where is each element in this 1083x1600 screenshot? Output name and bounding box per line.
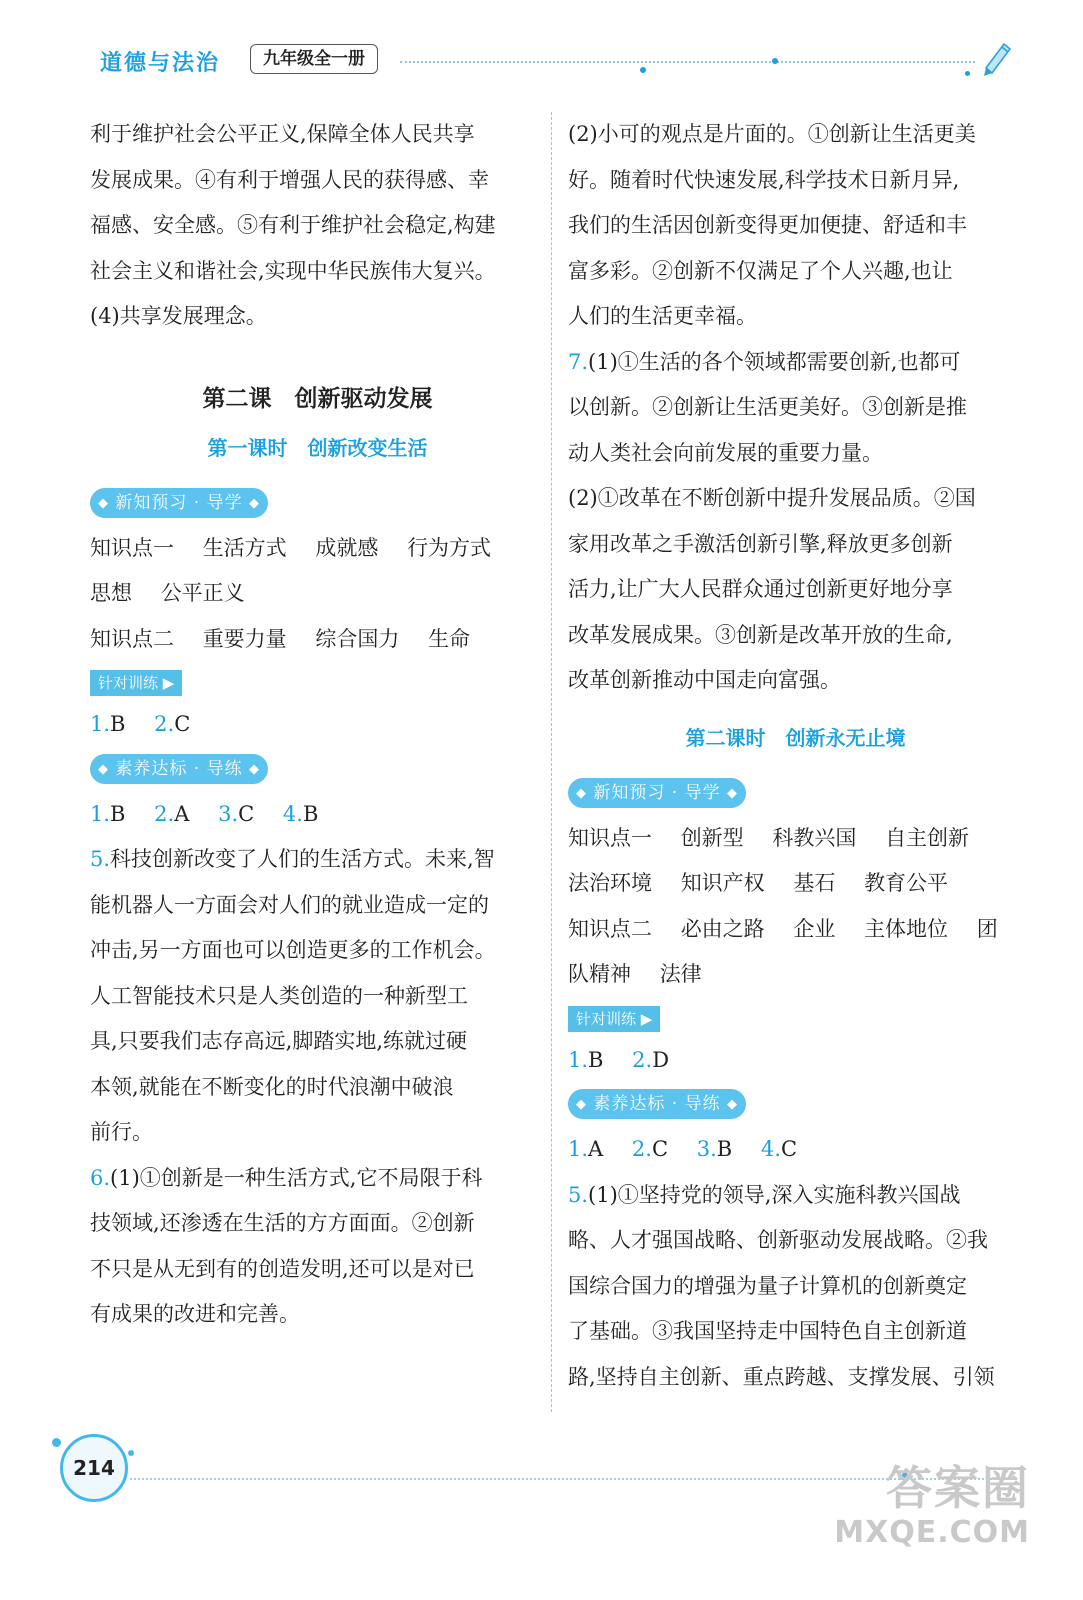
play-arrow-icon: ▶ bbox=[640, 1009, 653, 1028]
kp-item: 创新型 bbox=[680, 825, 744, 850]
text-line: 发展成果。④有利于增强人民的获得感、幸 bbox=[90, 167, 489, 192]
period-title: 第一课时 创新改变生活 bbox=[207, 435, 428, 460]
watermark-logo: 答案圈 bbox=[886, 1461, 1030, 1515]
text-line: 前行。 bbox=[90, 1120, 153, 1144]
diamond-icon: ◆ bbox=[249, 495, 261, 511]
tag-label: 针对训练 bbox=[98, 674, 159, 692]
kp-item: 法治环境 bbox=[568, 871, 652, 895]
pill-label: 素养达标 · 导练 bbox=[115, 758, 243, 779]
footer-dot bbox=[52, 1438, 61, 1447]
kp-label: 知识点二 bbox=[90, 626, 174, 651]
answer-text: (1)①创新是一种生活方式,它不局限于科 bbox=[110, 1165, 483, 1190]
text-line: 以创新。②创新让生活更美好。③创新是推 bbox=[568, 395, 967, 419]
question-number: 7. bbox=[568, 349, 589, 374]
section-pill-practice bbox=[90, 754, 268, 784]
text-line: (2)①改革在不断创新中提升发展品质。②国 bbox=[568, 486, 976, 510]
answer-number: 2. bbox=[632, 1047, 653, 1072]
header-dot bbox=[772, 58, 778, 64]
kp-item: 法律 bbox=[659, 962, 702, 986]
knowledge-line bbox=[568, 861, 1023, 907]
page-footer bbox=[0, 1420, 1083, 1600]
kp-label: 知识点一 bbox=[90, 535, 174, 560]
text-line: 改革发展成果。③创新是改革开放的生命, bbox=[568, 622, 953, 647]
answer-line bbox=[90, 702, 545, 748]
kp-item: 知识产权 bbox=[680, 871, 765, 895]
kp-item: 重要力量 bbox=[202, 626, 287, 651]
kp-item: 必由之路 bbox=[680, 916, 765, 941]
watermark bbox=[830, 1460, 1030, 1550]
answer-value: C bbox=[174, 712, 191, 736]
footer-dot bbox=[128, 1450, 134, 1456]
knowledge-line bbox=[568, 907, 1023, 953]
pill-label: 新知预习 · 导学 bbox=[593, 782, 721, 803]
text-line: 利于维护社会公平正义,保障全体人民共享 bbox=[90, 122, 475, 146]
text-line: 人工智能技术只是人类创造的一种新型工 bbox=[90, 983, 468, 1008]
kp-item: 生命 bbox=[428, 626, 471, 651]
lesson-title: 第二课 创新驱动发展 bbox=[202, 384, 433, 412]
knowledge-line bbox=[90, 617, 545, 663]
header-dot bbox=[965, 71, 970, 76]
knowledge-line bbox=[568, 816, 1023, 862]
pill-label: 新知预习 · 导学 bbox=[115, 492, 243, 513]
kp-item: 企业 bbox=[793, 916, 836, 941]
left-column bbox=[90, 112, 545, 1338]
question-number: 6. bbox=[90, 1165, 111, 1190]
text-line: 不只是从无到有的创造发明,还可以是对已 bbox=[90, 1256, 475, 1281]
answer-value: B bbox=[588, 1047, 604, 1072]
answer-value: C bbox=[238, 801, 255, 826]
diamond-icon: ◆ bbox=[249, 761, 261, 777]
play-arrow-icon: ▶ bbox=[162, 674, 175, 692]
answer-text: 科技创新改变了人们的生活方式。未来,智 bbox=[110, 847, 495, 871]
kp-item: 基石 bbox=[793, 871, 836, 895]
answer-number: 2. bbox=[631, 1137, 652, 1161]
right-column bbox=[568, 112, 1023, 1400]
answer-line bbox=[90, 792, 545, 838]
kp-item: 思想 bbox=[90, 581, 132, 605]
kp-item: 生活方式 bbox=[202, 535, 287, 560]
text-line: 了基础。③我国坚持走中国特色自主创新道 bbox=[568, 1319, 967, 1343]
column-divider bbox=[551, 112, 552, 1412]
text-line: 人们的生活更幸福。 bbox=[568, 304, 757, 328]
knowledge-line bbox=[90, 571, 545, 617]
answer-value: C bbox=[651, 1137, 669, 1161]
answer-number: 1. bbox=[90, 801, 111, 826]
kp-item: 科教兴国 bbox=[772, 825, 857, 850]
kp-item: 教育公平 bbox=[864, 871, 949, 895]
answer-value: C bbox=[780, 1137, 798, 1161]
diamond-icon: ◆ bbox=[98, 495, 109, 511]
answer-number: 1. bbox=[90, 712, 111, 736]
kp-item: 综合国力 bbox=[315, 626, 400, 651]
text-line bbox=[90, 837, 545, 883]
answer-number: 4. bbox=[282, 801, 303, 826]
answer-line bbox=[568, 1127, 1023, 1173]
text-line: 动人类社会向前发展的重要力量。 bbox=[568, 440, 883, 465]
kp-label: 知识点二 bbox=[568, 916, 652, 941]
question-number: 5. bbox=[90, 847, 111, 871]
answer-value: D bbox=[652, 1047, 670, 1072]
text-line: 福感、安全感。⑤有利于维护社会稳定,构建 bbox=[90, 213, 496, 237]
question-number: 5. bbox=[568, 1182, 589, 1207]
diamond-icon: ◆ bbox=[727, 1097, 739, 1112]
kp-item: 公平正义 bbox=[160, 581, 245, 605]
text-line: 路,坚持自主创新、重点跨越、支撑发展、引领 bbox=[568, 1364, 995, 1389]
answer-number: 3. bbox=[218, 801, 239, 826]
answer-value: B bbox=[716, 1137, 733, 1161]
section-pill-preview bbox=[90, 488, 268, 518]
kp-item: 团 bbox=[976, 916, 998, 941]
period-title: 第二课时 创新永无止境 bbox=[685, 725, 906, 750]
text-line: 社会主义和谐社会,实现中华民族伟大复兴。 bbox=[90, 258, 496, 283]
answer-number: 1. bbox=[568, 1137, 589, 1161]
grade-label: 九年级全一册 bbox=[250, 44, 378, 74]
diamond-icon: ◆ bbox=[727, 785, 739, 801]
text-line: 我们的生活因创新变得更加便捷、舒适和丰 bbox=[568, 213, 967, 237]
kp-item: 主体地位 bbox=[864, 916, 949, 941]
kp-item: 自主创新 bbox=[885, 825, 970, 850]
diamond-icon: ◆ bbox=[576, 1097, 587, 1112]
text-line: 略、人才强国战略、创新驱动发展战略。②我 bbox=[568, 1228, 988, 1252]
diamond-icon: ◆ bbox=[98, 761, 109, 777]
pill-label: 素养达标 · 导练 bbox=[593, 1094, 721, 1114]
answer-number: 1. bbox=[568, 1047, 589, 1072]
section-pill-practice bbox=[568, 1089, 746, 1119]
answer-number: 3. bbox=[696, 1137, 717, 1161]
header-dotted-line bbox=[400, 61, 975, 63]
text-line: 家用改革之手激活创新引擎,释放更多创新 bbox=[568, 531, 953, 556]
section-pill-preview bbox=[568, 778, 746, 808]
knowledge-line bbox=[90, 526, 545, 572]
text-line bbox=[90, 1156, 545, 1202]
section-tag-training bbox=[568, 1006, 660, 1032]
subject-title: 道德与法治 bbox=[100, 51, 221, 76]
text-line: 富多彩。②创新不仅满足了个人兴趣,也让 bbox=[568, 258, 953, 283]
text-line: 能机器人一方面会对人们的就业造成一定的 bbox=[90, 892, 489, 917]
text-line: 国综合国力的增强为量子计算机的创新奠定 bbox=[568, 1273, 967, 1298]
answer-value: B bbox=[110, 801, 126, 826]
answer-value: A bbox=[588, 1137, 604, 1161]
text-line: 冲击,另一方面也可以创造更多的工作机会。 bbox=[90, 938, 496, 962]
text-line bbox=[568, 340, 1023, 386]
answer-line bbox=[568, 1038, 1023, 1084]
tag-label: 针对训练 bbox=[576, 1009, 637, 1028]
text-line: 技领域,还渗透在生活的方方面面。②创新 bbox=[90, 1211, 475, 1235]
kp-label: 知识点一 bbox=[568, 825, 652, 850]
kp-item: 队精神 bbox=[568, 962, 631, 986]
answer-number: 2. bbox=[154, 801, 175, 826]
text-line: 活力,让广大人民群众通过创新更好地分享 bbox=[568, 577, 953, 601]
text-line: 本领,就能在不断变化的时代浪潮中破浪 bbox=[90, 1074, 454, 1099]
answer-value: B bbox=[302, 801, 319, 826]
answer-number: 4. bbox=[760, 1137, 781, 1161]
header-dot bbox=[640, 67, 646, 73]
answer-text: (1)①生活的各个领域都需要创新,也都可 bbox=[588, 349, 961, 374]
text-line: (4)共享发展理念。 bbox=[90, 304, 267, 328]
text-line: 好。随着时代快速发展,科学技术日新月异, bbox=[568, 167, 960, 192]
diamond-icon: ◆ bbox=[576, 785, 587, 801]
text-line: (2)小可的观点是片面的。①创新让生活更美 bbox=[568, 122, 976, 146]
answer-value: B bbox=[110, 712, 126, 736]
text-line bbox=[568, 1173, 1023, 1219]
answer-text: (1)①坚持党的领导,深入实施科教兴国战 bbox=[588, 1182, 961, 1207]
knowledge-line bbox=[568, 952, 1023, 998]
page-number: 214 bbox=[60, 1434, 128, 1502]
kp-item: 成就感 bbox=[315, 535, 379, 560]
text-line: 具,只要我们志存高远,脚踏实地,练就过硬 bbox=[90, 1029, 468, 1053]
section-tag-training bbox=[90, 670, 182, 696]
kp-item: 行为方式 bbox=[407, 535, 492, 560]
text-line: 有成果的改进和完善。 bbox=[90, 1302, 300, 1326]
answer-number: 2. bbox=[154, 712, 175, 736]
text-line: 改革创新推动中国走向富强。 bbox=[568, 668, 841, 692]
answer-value: A bbox=[174, 801, 190, 826]
pen-icon bbox=[978, 38, 1014, 82]
page-header bbox=[0, 0, 1083, 90]
watermark-site: MXQE.COM bbox=[834, 1515, 1030, 1550]
